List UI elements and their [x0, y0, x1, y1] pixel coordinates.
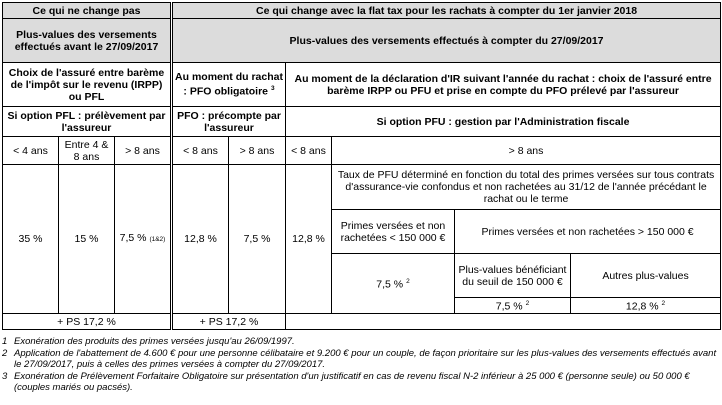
duration-c1: < 8 ans [286, 137, 332, 165]
ps-left: + PS 17,2 % [3, 314, 172, 330]
at-rachat-pfo-text: Au moment du rachat : PFO obligatoire [175, 71, 283, 98]
pfo-precompte: PFO : précompte par l'assureur [172, 107, 286, 137]
premiums-below-150k: Primes versées et non rachetées < 150 000 € [332, 210, 455, 254]
header-unchanged: Ce qui ne change pas [3, 3, 172, 19]
footnotes [2, 336, 718, 394]
other-gains: Autres plus-values [571, 254, 721, 298]
pfl-option: Si option PFL : prélèvement par l'assureur [3, 107, 172, 137]
footnote-number: 1 [2, 336, 8, 347]
at-declaration-ir: Au moment de la déclaration d'IR suivant l'année du rachat : choix de l'assuré entre barème IRPP ou PFU et prise en compte du PFO prélevé par l'assureur [286, 63, 721, 107]
rate-a3 [115, 165, 172, 314]
header-before-2017: Plus-values des versements effectués avant le 27/09/2017 [3, 19, 172, 63]
duration-a2: Entre 4 & 8 ans [59, 137, 115, 165]
rate-a3-note: (1&2) [149, 236, 166, 243]
threshold-gains: Plus-values bénéficiant du seuil de 150 000 € [455, 254, 571, 298]
duration-a1: < 4 ans [3, 137, 59, 165]
rate-below-150k-note: 2 [406, 278, 410, 286]
footnote-number: 3 [2, 370, 8, 382]
rate-threshold-gains [455, 298, 571, 314]
footnote-number: 2 [2, 347, 8, 359]
footnote-2 [2, 348, 718, 371]
footnote-1 [2, 336, 718, 348]
rate-threshold-note: 2 [525, 300, 530, 308]
pfu-intro: Taux de PFU déterminé en fonction du total des primes versées sur tous contrats d'assurance-vie confondus et non rachetées au 31/12 de l'année précédant le rachat ou le terme [332, 165, 721, 210]
flat-tax-table [2, 2, 721, 330]
rate-a1: 35 % [3, 165, 59, 314]
choice-irpp-pfl: Choix de l'assuré entre barème de l'impôt sur le revenu (IRPP) ou PFL [3, 63, 172, 107]
rate-a2: 15 % [59, 165, 115, 314]
rate-a3-value: 7,5 % [119, 232, 147, 244]
rate-b2: 7,5 % [229, 165, 286, 314]
footnote-text: Exonération des produits des primes versées jusqu'au 26/09/1997. [14, 336, 295, 347]
footnote-text: Exonération de Prélèvement Forfaitaire Obligatoire sur présentation d'un justificatif en cas de revenu fiscal N-2 inférieur à 25 000 € (personne seule) ou 50 000 € (couples mariés ou pacsés). [14, 370, 690, 393]
premiums-above-150k: Primes versées et non rachetées > 150 000 € [455, 210, 721, 254]
duration-c2: > 8 ans [332, 137, 721, 165]
ps-empty [286, 314, 721, 330]
header-changes: Ce qui change avec la flat tax pour les rachats à compter du 1er janvier 2018 [172, 3, 721, 19]
rate-b1: 12,8 % [172, 165, 229, 314]
rate-below-150k-value: 7,5 % [376, 278, 404, 291]
duration-b2: > 8 ans [229, 137, 286, 165]
flat-tax-table-wrapper [2, 2, 720, 330]
pfu-option: Si option PFU : gestion par l'Administration fiscale [286, 107, 721, 137]
rate-below-150k [332, 254, 455, 314]
rate-c1: 12,8 % [286, 165, 332, 314]
header-after-2017: Plus-values des versements effectués à compter du 27/09/2017 [172, 19, 721, 63]
footnote-3 [2, 371, 718, 394]
rate-other-note: 2 [661, 300, 666, 308]
rate-threshold-value: 7,5 % [495, 300, 523, 313]
ps-middle: + PS 17,2 % [172, 314, 286, 330]
at-rachat-pfo [172, 63, 286, 107]
footnote-text: Application de l'abattement de 4.600 € pour une personne célibataire et 9.200 € pour un couple, de façon prioritaire sur les plus-values des versements effectués avant le 27/09/2017, puis à celles des primes versées à compter du 27/09/2017. [14, 347, 717, 370]
rate-other-value: 12,8 % [625, 300, 659, 313]
rate-other-gains [571, 298, 721, 314]
at-rachat-pfo-note: 3 [270, 85, 275, 93]
duration-b1: < 8 ans [172, 137, 229, 165]
duration-a3: > 8 ans [115, 137, 172, 165]
